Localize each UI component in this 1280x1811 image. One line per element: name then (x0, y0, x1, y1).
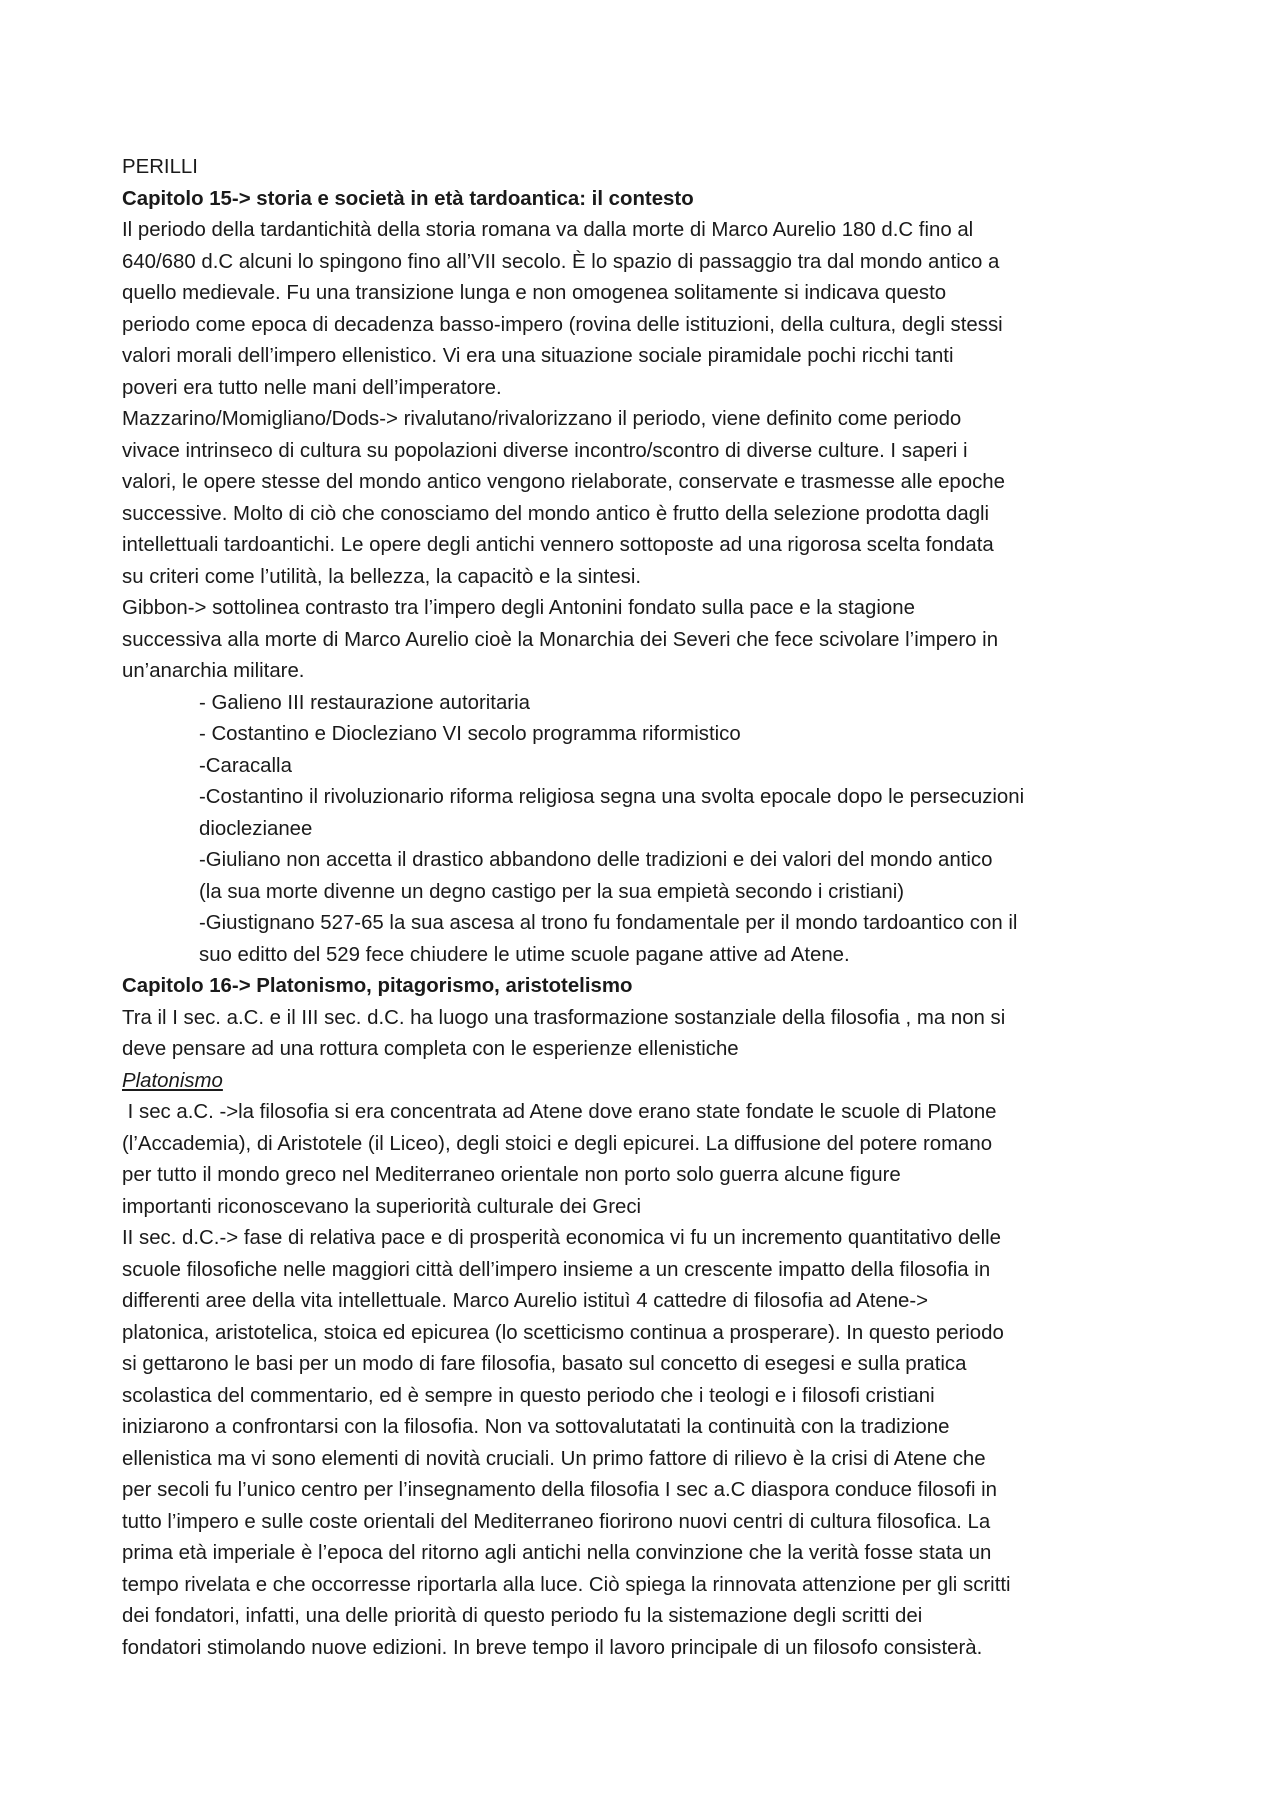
text-line: deve pensare ad una rottura completa con le esperienze ellenistiche (122, 1038, 739, 1060)
text-line: scolastica del commentario, ed è sempre in questo periodo che i teologi e i filosofi cristiani (122, 1384, 935, 1407)
chapter-16-paragraph-3 (122, 1223, 1177, 1664)
chapter-15-paragraph-3 (122, 593, 1177, 688)
text-line: importanti riconoscevano la superiorità culturale dei Greci (122, 1195, 642, 1218)
text-line: scuole filosofiche nelle maggiori città dell’impero insieme a un crescente impatto della filosofia in (122, 1258, 991, 1281)
text-line: (l’Accademia), di Aristotele (il Liceo), degli stoici e degli epicurei. La diffusione del potere romano (122, 1132, 993, 1155)
platonismo-subheading: Platonismo (122, 1069, 223, 1092)
text-line: fondatori stimolando nuove edizioni. In breve tempo il lavoro principale di un filosofo consisterà. (122, 1636, 983, 1659)
text-line: Gibbon-> sottolinea contrasto tra l’impero degli Antonini fondato sulla pace e la stagione (122, 597, 915, 619)
list-item: -Costantino il rivoluzionario riforma religiosa segna una svolta epocale dopo le persecuzioni (199, 786, 1025, 808)
text-line: periodo come epoca di decadenza basso-impero (rovina delle istituzioni, della cultura, degli stessi (122, 313, 1003, 336)
list-item: -Giustignano 527-65 la sua ascesa al trono fu fondamentale per il mondo tardoantico con il (199, 912, 1018, 934)
text-line: prima età imperiale è l’epoca del ritorno agli antichi nella convinzione che la verità fosse stata un (122, 1542, 992, 1564)
text-line: Il periodo della tardantichità della storia romana va dalla morte di Marco Aurelio 180 d.C fino al (122, 219, 974, 241)
text-line: successive. Molto di ciò che conosciamo del mondo antico è frutto della selezione prodotta dagli (122, 502, 990, 525)
text-line: successiva alla morte di Marco Aurelio cioè la Monarchia dei Severi che fece scivolare l’impero in (122, 628, 999, 651)
text-line: differenti aree della vita intellettuale. Marco Aurelio istituì 4 cattedre di filosofia ad Atene-> (122, 1290, 929, 1312)
chapter-16-heading: Capitolo 16-> Platonismo, pitagorismo, aristotelismo (122, 975, 633, 997)
text-line: Mazzarino/Momigliano/Dods-> rivalutano/rivalorizzano il periodo, viene definito come periodo (122, 408, 962, 430)
list-item: (la sua morte divenne un degno castigo per la sua empietà secondo i cristiani) (199, 880, 905, 903)
list-item: - Galieno III restaurazione autoritaria (199, 691, 530, 714)
chapter-15-heading: Capitolo 15-> storia e società in età tardoantica: il contesto (122, 187, 694, 210)
text-line: quello medievale. Fu una transizione lunga e non omogenea solitamente si indicava questo (122, 282, 947, 304)
chapter-15-paragraph-2 (122, 404, 1177, 593)
text-line: vivace intrinseco di cultura su popolazioni diverse incontro/scontro di diverse culture. I saperi i (122, 439, 968, 462)
chapter-16-paragraph-2 (122, 1097, 1177, 1223)
text-line: su criteri come l’utilità, la bellezza, la capacitò e la sintesi. (122, 565, 642, 588)
text-line: platonica, aristotelica, stoica ed epicurea (lo scetticismo continua a prosperare). In questo periodo (122, 1321, 1004, 1344)
list-item: -Caracalla (199, 754, 292, 777)
text-line: si gettarono le basi per un modo di fare filosofia, basato sul concetto di esegesi e sulla pratica (122, 1353, 967, 1375)
text-line: dei fondatori, infatti, una delle priorità di questo periodo fu la sistemazione degli scritti dei (122, 1605, 923, 1627)
text-line: tutto l’impero e sulle coste orientali del Mediterraneo fiorirono nuovi centri di cultura filosofica. La (122, 1510, 991, 1533)
text-line: intellettuali tardoantichi. Le opere degli antichi vennero sottoposte ad una rigorosa scelta fondata (122, 534, 994, 556)
text-line: 640/680 d.C alcuni lo spingono fino all’VII secolo. È lo spazio di passaggio tra dal mondo antico a (122, 250, 1000, 273)
list-item: - Costantino e Diocleziano VI secolo programma riformistico (199, 723, 741, 745)
document-page (122, 152, 1177, 1664)
text-line: Tra il I sec. a.C. e il III sec. d.C. ha luogo una trasformazione sostanziale della filosofia , ma non si (122, 1006, 1006, 1029)
list-item: -Giuliano non accetta il drastico abbandono delle tradizioni e dei valori del mondo antico (199, 849, 993, 871)
text-line: valori, le opere stesse del mondo antico vengono rielaborate, conservate e trasmesse alle epoche (122, 471, 1005, 493)
text-line: per secoli fu l’unico centro per l’insegnamento della filosofia I sec a.C diaspora conduce filosofi in (122, 1479, 998, 1501)
chapter-15-paragraph-1 (122, 215, 1177, 404)
emperors-list (122, 688, 1177, 972)
text-line: valori morali dell’impero ellenistico. Vi era una situazione sociale piramidale pochi ricchi tanti (122, 345, 954, 367)
text-line: un’anarchia militare. (122, 660, 305, 682)
text-line: I sec a.C. ->la filosofia si era concentrata ad Atene dove erano state fondate le scuole di Platone (122, 1101, 997, 1123)
text-line: iniziarono a confrontarsi con la filosofia. Non va sottovalutatati la continuità con la tradizione (122, 1416, 950, 1438)
text-line: ellenistica ma vi sono elementi di novità cruciali. Un primo fattore di rilievo è la crisi di Atene che (122, 1447, 986, 1470)
list-item: dioclezianee (199, 817, 313, 840)
text-line: tempo rivelata e che occorresse riportarla alla luce. Ciò spiega la rinnovata attenzione per gli scritti (122, 1573, 1011, 1596)
chapter-16-paragraph-1 (122, 1003, 1177, 1066)
list-item: suo editto del 529 fece chiudere le utime scuole pagane attive ad Atene. (199, 943, 850, 966)
text-line: II sec. d.C.-> fase di relativa pace e di prosperità economica vi fu un incremento quantitativo delle (122, 1227, 1001, 1249)
text-line: per tutto il mondo greco nel Mediterraneo orientale non porto solo guerra alcune figure (122, 1164, 901, 1186)
document-header: PERILLI (122, 156, 198, 178)
text-line: poveri era tutto nelle mani dell’imperatore. (122, 376, 502, 399)
